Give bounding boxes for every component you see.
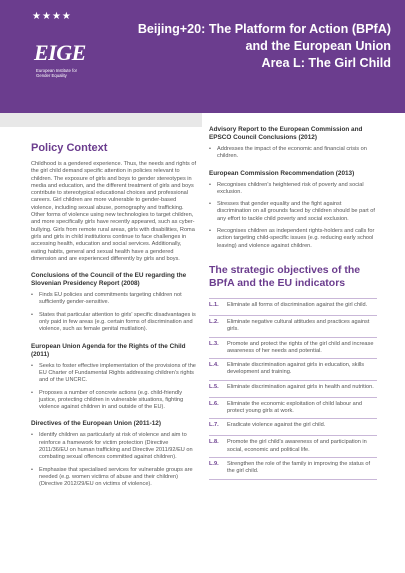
logo-subtitle: European Institute for Gender Equality bbox=[36, 68, 78, 79]
objective-text: Eradicate violence against the girl child. bbox=[227, 422, 326, 429]
bullet-item: • Finds EU policies and commitments targeting children not sufficiently gender-sensitive. bbox=[31, 292, 198, 307]
bullet-item: • Stresses that gender equality and the fight against discrimination on all grounds faced by children should be part of any effort to tackle child poverty and social exclusion. bbox=[209, 201, 377, 223]
objective-number: L.5. bbox=[209, 383, 219, 390]
objective-row bbox=[209, 380, 377, 397]
objective-text: Eliminate discrimination against girls in education, skills development and training. bbox=[227, 362, 365, 376]
objective-row bbox=[209, 315, 377, 337]
bullet-item: • Addresses the impact of the economic and financial crisis on children. bbox=[209, 146, 377, 161]
objective-text: Promote and protect the rights of the girl child and increase awareness of her needs and potential. bbox=[227, 340, 374, 354]
objective-number: L.2. bbox=[209, 318, 219, 325]
page-title bbox=[71, 21, 391, 72]
objective-row bbox=[209, 457, 377, 480]
bullet-item: • States that particular attention to girls' specific disadvantages is only paid in few areas (e.g. certain forms of discrimination and violence, such as female genital mutilation). bbox=[31, 312, 198, 334]
objective-number: L.9. bbox=[209, 460, 219, 467]
section-title: European Union Agenda for the Rights of the Child (2011) bbox=[31, 342, 186, 358]
objective-number: L.3. bbox=[209, 340, 219, 347]
bullet-item: • Emphasise that specialised services for vulnerable groups are needed (e.g. women victims of abuse and their children) (Directive 2012/29/EU on victims of violence). bbox=[31, 467, 198, 489]
objective-row bbox=[209, 337, 377, 359]
header-banner bbox=[0, 0, 405, 113]
title-line: Beijing+20: The Platform for Action (BPfA) bbox=[137, 22, 391, 36]
section-title: Directives of the European Union (2011-12) bbox=[31, 420, 161, 428]
objective-number: L.1. bbox=[209, 301, 219, 308]
bullet-item: • Seeks to foster effective implementation of the provisions of the EU Charter of Fundamental Rights addressing children's rights and of the UNCRC. bbox=[31, 363, 198, 385]
objectives-table bbox=[209, 298, 377, 480]
bullet-item: • Recognises children as independent rights-holders and calls for action targeting child-specific issues (e.g. reducing early school leaving) and violence against children. bbox=[209, 228, 377, 250]
logo-text: EIGE bbox=[34, 40, 86, 65]
policy-context-heading: Policy Context bbox=[31, 142, 108, 154]
bullet-item: • Proposes a number of concrete actions (e.g. child-friendly justice, protecting children in vulnerable situations, fighting violence against children in and outside of the EU). bbox=[31, 390, 198, 412]
objective-row bbox=[209, 298, 377, 315]
title-line: and the European Union bbox=[245, 39, 391, 53]
bullet-item: • Recognises children's heightened risk of poverty and social exclusion. bbox=[209, 182, 377, 197]
section-title: Conclusions of the Council of the EU regarding the Slovenian Presidency Report (2008) bbox=[31, 272, 187, 288]
objective-number: L.7. bbox=[209, 422, 219, 429]
objective-row bbox=[209, 418, 377, 435]
objective-row bbox=[209, 397, 377, 419]
strategic-objectives-heading: The strategic objectives of the BPfA and the EU indicators bbox=[209, 263, 361, 289]
bullet-list bbox=[209, 182, 377, 250]
intro-paragraph: Childhood is a gendered experience. Thus, the needs and rights of the girl child demand specific attention in policies relevant to children. The exposure of girls and boys to gender stereotypes in media and education, and the different treatment of girls and boys contribute to stereotypical educational choices and professional careers. Girl children are more vulnerable to gender-based violence, including sexual abuse, pornography and trafficking. Other forms of violence using new technologies to target children, and more specifically girls have recently appeared, such as cyber-bullying. Girls from remote rural areas, girls with disabilities, Roma girls and girls in child institutions continue to face challenges in accessing health, education and social services. Additionally, eating habits, general and sexual health have a gendered dimension and are experienced differently by girls and boys. bbox=[31, 161, 197, 262]
section-title: European Commission Recommendation (2013) bbox=[209, 169, 355, 177]
left-column bbox=[31, 142, 198, 494]
objective-row bbox=[209, 358, 377, 380]
bullet-list bbox=[31, 432, 198, 488]
objective-text: Strengthen the role of the family in improving the status of the girl child. bbox=[227, 460, 371, 475]
right-column bbox=[209, 126, 377, 480]
objective-text: Eliminate all forms of discrimination against the girl child. bbox=[227, 301, 368, 308]
bullet-item: • Identify children as particularly at risk of violence and aim to reinforce a framework for victim protection (Directive 2011/36/EU on human trafficking and Directive 2011/92/EU on combating sexual offences committed against children). bbox=[31, 432, 198, 461]
objective-text: Eliminate negative cultural attitudes and practices against girls. bbox=[227, 318, 370, 333]
bullet-list bbox=[31, 292, 198, 333]
objective-number: L.8. bbox=[209, 439, 219, 446]
objective-number: L.4. bbox=[209, 362, 219, 369]
grey-band bbox=[0, 113, 202, 127]
objective-text: Eliminate the economic exploitation of child labour and protect young girls at work. bbox=[227, 400, 362, 415]
objective-text: Promote the girl child's awareness of and participation in social, economic and political life. bbox=[227, 439, 367, 453]
objective-row bbox=[209, 435, 377, 457]
bullet-list bbox=[31, 363, 198, 412]
title-line: Area L: The Girl Child bbox=[261, 56, 391, 70]
objective-text: Eliminate discrimination against girls in health and nutrition. bbox=[227, 383, 374, 390]
bullet-list bbox=[209, 146, 377, 161]
stars-icon: ★★★★ bbox=[32, 11, 72, 22]
section-title: Advisory Report to the European Commission and EPSCO Council Conclusions (2012) bbox=[209, 126, 363, 141]
objective-number: L.6. bbox=[209, 400, 219, 407]
